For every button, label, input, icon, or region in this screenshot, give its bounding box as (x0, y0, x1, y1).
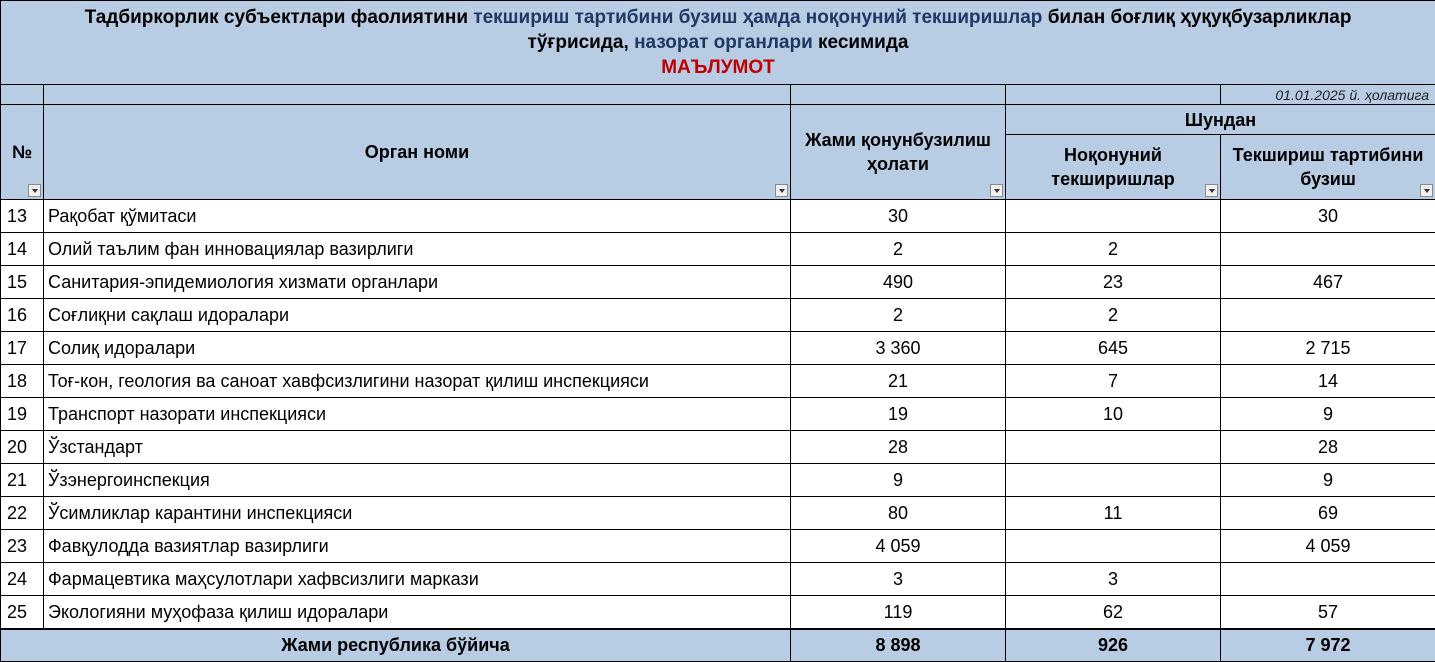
row-illegal: 3 (1006, 563, 1221, 596)
row-name: Транспорт назорати инспекцияси (44, 398, 791, 431)
table-row (1, 233, 1435, 266)
row-total: 19 (791, 398, 1006, 431)
row-illegal: 2 (1006, 233, 1221, 266)
row-procedure: 4 059 (1221, 530, 1435, 563)
row-total: 4 059 (791, 530, 1006, 563)
row-illegal: 7 (1006, 365, 1221, 398)
row-num: 13 (1, 200, 44, 233)
row-name: Фавқулодда вазиятлар вазирлиги (44, 530, 791, 563)
table-row (1, 299, 1435, 332)
row-num: 20 (1, 431, 44, 464)
row-total: 28 (791, 431, 1006, 464)
row-total: 9 (791, 464, 1006, 497)
header-illegal (1006, 135, 1221, 200)
row-illegal (1006, 530, 1221, 563)
row-illegal (1006, 431, 1221, 464)
row-procedure: 57 (1221, 596, 1435, 630)
spacer-cell (1, 85, 44, 105)
row-illegal (1006, 464, 1221, 497)
row-name: Тоғ-кон, геология ва саноат хавфсизлигини назорат қилиш инспекцияси (44, 365, 791, 398)
totals-procedure: 7 972 (1221, 629, 1435, 662)
row-total: 3 (791, 563, 1006, 596)
row-num: 15 (1, 266, 44, 299)
header-procedure (1221, 135, 1435, 200)
row-name: Ўсимликлар карантини инспекцияси (44, 497, 791, 530)
spacer-cell (44, 85, 791, 105)
filter-dropdown-icon[interactable] (1205, 184, 1218, 197)
header-total (791, 105, 1006, 200)
row-illegal: 10 (1006, 398, 1221, 431)
row-num: 17 (1, 332, 44, 365)
table-row (1, 530, 1435, 563)
table-row (1, 365, 1435, 398)
row-procedure: 30 (1221, 200, 1435, 233)
filter-dropdown-icon[interactable] (990, 184, 1003, 197)
row-procedure: 467 (1221, 266, 1435, 299)
header-total-label: Жами қонунбузилиш ҳолати (805, 130, 991, 174)
row-procedure: 9 (1221, 398, 1435, 431)
totals-illegal: 926 (1006, 629, 1221, 662)
table-row (1, 332, 1435, 365)
spacer-cell (1006, 85, 1221, 105)
row-total: 3 360 (791, 332, 1006, 365)
row-num: 19 (1, 398, 44, 431)
row-illegal: 645 (1006, 332, 1221, 365)
row-total: 21 (791, 365, 1006, 398)
row-num: 18 (1, 365, 44, 398)
title-part2: текшириш тартибини бузиш ҳамда ноқонуний текширишлар (473, 7, 1043, 28)
table-row (1, 497, 1435, 530)
header-illegal-label: Ноқонуний текширишлар (1051, 145, 1175, 189)
row-name: Солиқ идоралари (44, 332, 791, 365)
row-procedure: 9 (1221, 464, 1435, 497)
row-procedure: 28 (1221, 431, 1435, 464)
filter-dropdown-icon[interactable] (28, 184, 41, 197)
row-total: 30 (791, 200, 1006, 233)
row-name: Санитария-эпидемиология хизмати органлари (44, 266, 791, 299)
row-name: Фармацевтика маҳсулотлари хафвсизлиги маркази (44, 563, 791, 596)
row-name: Ўзстандарт (44, 431, 791, 464)
table-row (1, 563, 1435, 596)
row-name: Соғлиқни сақлаш идоралари (44, 299, 791, 332)
row-illegal: 62 (1006, 596, 1221, 630)
row-illegal: 23 (1006, 266, 1221, 299)
table-row (1, 464, 1435, 497)
header-name-label: Орган номи (364, 142, 470, 162)
row-total: 2 (791, 299, 1006, 332)
report-subtitle: МАЪЛУМОТ (661, 57, 775, 78)
table-row (1, 200, 1435, 233)
row-illegal (1006, 200, 1221, 233)
row-procedure: 69 (1221, 497, 1435, 530)
header-procedure-label: Текшириш тартибини бузиш (1232, 145, 1424, 189)
header-group: Шундан (1006, 105, 1435, 135)
row-num: 14 (1, 233, 44, 266)
report-title (1, 1, 1435, 85)
row-num: 23 (1, 530, 44, 563)
table-row (1, 266, 1435, 299)
row-num: 24 (1, 563, 44, 596)
row-name: Ўзэнергоинспекция (44, 464, 791, 497)
row-procedure (1221, 299, 1435, 332)
table-row (1, 398, 1435, 431)
row-total: 80 (791, 497, 1006, 530)
row-name: Рақобат қўмитаси (44, 200, 791, 233)
row-total: 2 (791, 233, 1006, 266)
spacer-cell (791, 85, 1006, 105)
row-num: 25 (1, 596, 44, 630)
row-procedure: 14 (1221, 365, 1435, 398)
row-procedure: 2 715 (1221, 332, 1435, 365)
header-num-label: № (11, 142, 33, 162)
totals-row (1, 629, 1435, 662)
row-procedure (1221, 233, 1435, 266)
filter-dropdown-icon[interactable] (775, 184, 788, 197)
row-num: 21 (1, 464, 44, 497)
header-num (1, 105, 44, 200)
row-illegal: 11 (1006, 497, 1221, 530)
row-total: 119 (791, 596, 1006, 630)
row-procedure (1221, 563, 1435, 596)
filter-dropdown-icon[interactable] (1420, 184, 1433, 197)
title-part6: кесимида (812, 32, 909, 53)
table-row (1, 431, 1435, 464)
title-part5: назорат органлари (634, 32, 813, 53)
date-note: 01.01.2025 й. ҳолатига (1221, 85, 1435, 105)
table-row (1, 596, 1435, 630)
row-num: 16 (1, 299, 44, 332)
title-part3: билан боғлиқ ҳуқуқбузарликлар (1042, 7, 1352, 28)
title-part4: тўғрисида, (527, 32, 635, 53)
row-illegal: 2 (1006, 299, 1221, 332)
totals-total: 8 898 (791, 629, 1006, 662)
row-name: Олий таълим фан инновациялар вазирлиги (44, 233, 791, 266)
row-total: 490 (791, 266, 1006, 299)
header-name (44, 105, 791, 200)
title-part1: Тадбиркорлик субъектлари фаолиятини (84, 7, 474, 28)
row-num: 22 (1, 497, 44, 530)
row-name: Экологияни муҳофаза қилиш идоралари (44, 596, 791, 630)
totals-label: Жами республика бўйича (1, 629, 791, 662)
